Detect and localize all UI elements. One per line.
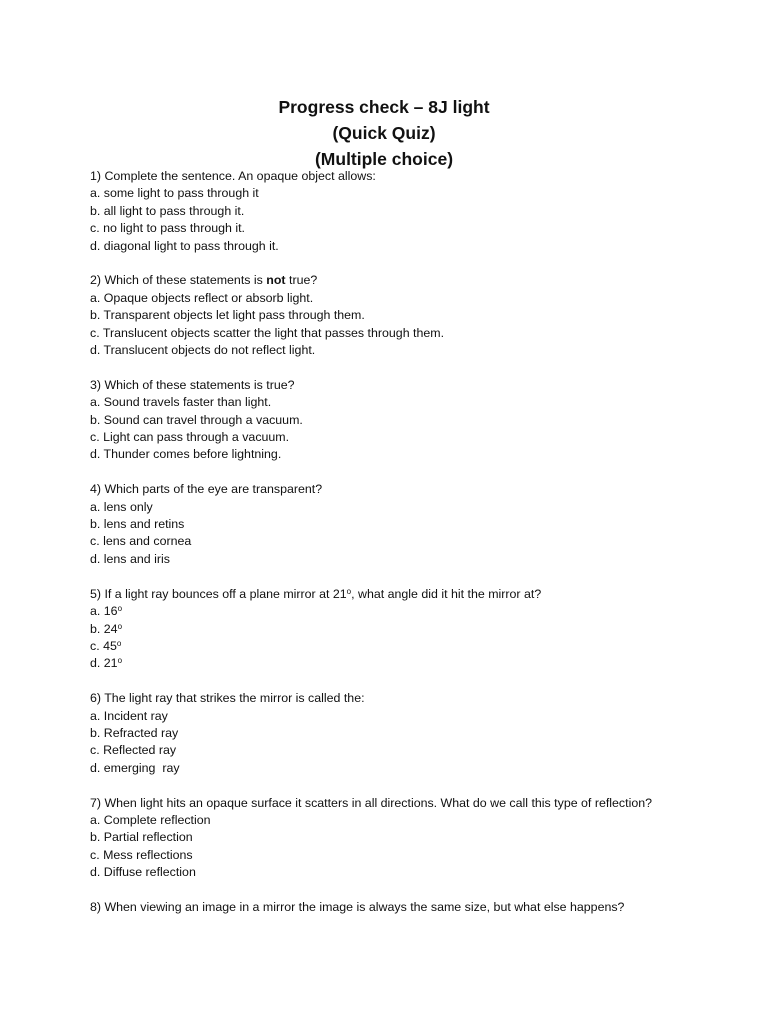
question-6-option-c: c. Reflected ray [90,743,177,758]
question-2-text-end: true? [285,273,318,288]
question-3-text-main: 3) Which of these statements is true? [90,377,295,392]
question-1-option-d: d. diagonal light to pass through it. [90,238,279,253]
question-5-option-d-text: d. 21 [90,656,118,671]
question-5-option-a-text: a. 16 [90,604,118,619]
question-5-option-b [90,621,750,638]
question-5-option-a [90,603,750,620]
question-2-text-emphasis: not [266,273,286,288]
question-1 [90,168,750,255]
question-5-text [90,586,750,603]
question-8-text [90,899,750,916]
degree-symbol: o [116,638,122,648]
question-2-text-start: 2) Which of these statements is [90,273,267,288]
question-7-text [90,795,750,812]
question-4-option-d: d. lens and iris [90,551,170,566]
question-5-text-end: , what angle did it hit the mirror at? [351,586,542,601]
question-5 [90,586,750,673]
question-3-option-a: a. Sound travels faster than light. [90,395,272,410]
degree-symbol: o [117,656,123,666]
question-4-option-c: c. lens and cornea [90,534,192,549]
question-7-option-d: d. Diffuse reflection [90,865,196,880]
question-3-option-c: c. Light can pass through a vacuum. [90,430,290,445]
question-3 [90,377,750,464]
question-4-option-b: b. lens and retins [90,517,185,532]
question-5-option-c [90,638,750,655]
title-line-1: Progress check – 8J light [278,97,490,117]
question-3-text [90,377,750,394]
question-4-text-main: 4) Which parts of the eye are transparent? [90,482,323,497]
question-6-text [90,690,750,707]
question-5-option-d [90,655,750,672]
question-6-option-a: a. Incident ray [90,708,168,723]
question-2-option-a: a. Opaque objects reflect or absorb light. [90,290,314,305]
degree-symbol: o [117,621,123,631]
question-7-option-c: c. Mess reflections [90,847,193,862]
question-4-text [90,481,750,498]
question-7-option-b: b. Partial reflection [90,830,193,845]
question-1-option-a: a. some light to pass through it [90,186,259,201]
degree-symbol: o [346,586,352,596]
question-list [90,168,750,934]
question-6-text-main: 6) The light ray that strikes the mirror is called the: [90,691,365,706]
question-6-option-b: b. Refracted ray [90,725,179,740]
degree-symbol: o [117,604,123,614]
question-1-text-main: 1) Complete the sentence. An opaque object allows: [90,169,376,183]
question-6 [90,690,750,777]
title-line-2: (Quick Quiz) [332,123,436,143]
question-8 [90,899,750,916]
question-2 [90,272,750,359]
question-3-option-b: b. Sound can travel through a vacuum. [90,412,303,427]
worksheet-title [0,94,768,172]
question-7-option-a: a. Complete reflection [90,812,211,827]
question-1-text [90,168,750,185]
question-2-option-b: b. Transparent objects let light pass through them. [90,308,365,323]
question-1-option-c: c. no light to pass through it. [90,221,245,236]
question-2-option-c: c. Translucent objects scatter the light that passes through them. [90,325,445,340]
question-5-option-c-text: c. 45 [90,638,117,653]
question-5-text-start: 5) If a light ray bounces off a plane mirror at 21 [90,586,347,601]
question-2-option-d: d. Translucent objects do not reflect light. [90,343,316,358]
question-5-option-b-text: b. 24 [90,621,118,636]
question-8-text-main: 8) When viewing an image in a mirror the image is always the same size, but what else happens? [90,899,625,914]
question-2-text [90,272,750,289]
question-3-option-d: d. Thunder comes before lightning. [90,447,282,462]
question-7 [90,795,750,882]
question-4 [90,481,750,568]
question-4-option-a: a. lens only [90,499,153,514]
title-line-3: (Multiple choice) [314,149,454,169]
question-6-option-d: d. emerging ray [90,760,180,775]
question-7-text-main: 7) When light hits an opaque surface it scatters in all directions. What do we call this type of reflection? [90,795,652,810]
question-1-option-b: b. all light to pass through it. [90,203,245,218]
